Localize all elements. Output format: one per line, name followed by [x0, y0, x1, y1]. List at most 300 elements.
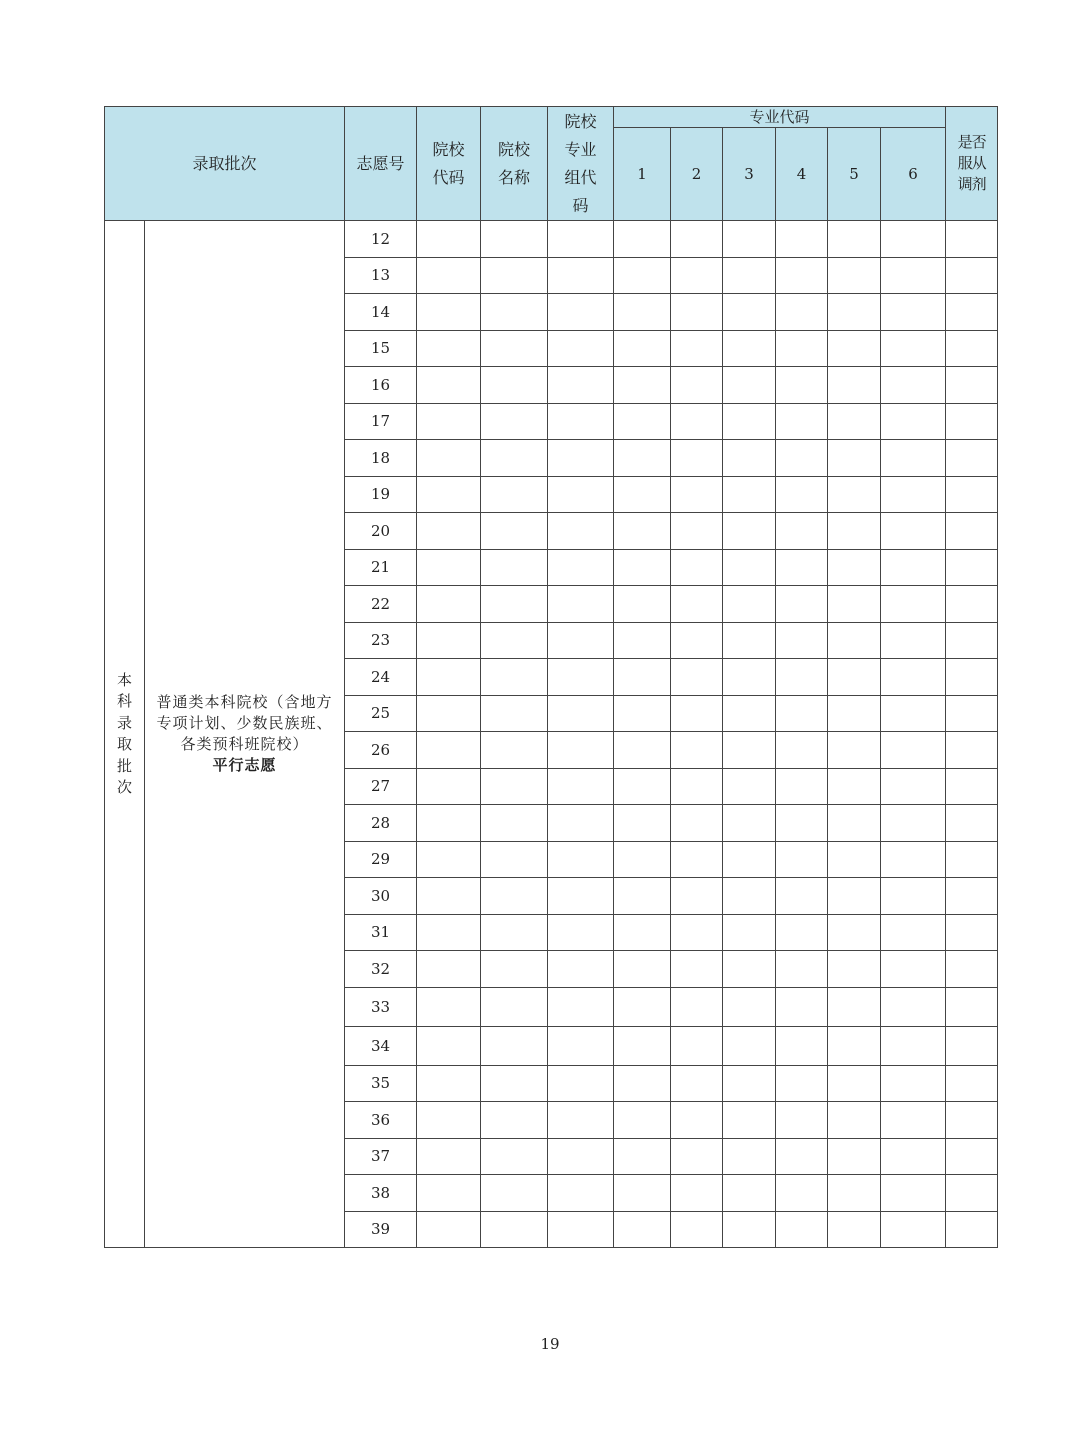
major-code-2-cell[interactable] — [671, 914, 723, 951]
school-name-cell[interactable] — [481, 1211, 548, 1248]
major-code-4-cell[interactable] — [776, 951, 828, 988]
adjust-cell[interactable] — [946, 549, 998, 586]
major-code-3-cell[interactable] — [723, 1102, 776, 1139]
major-code-3-cell[interactable] — [723, 878, 776, 915]
major-code-1-cell[interactable] — [614, 330, 671, 367]
major-code-4-cell[interactable] — [776, 987, 828, 1026]
major-code-2-cell[interactable] — [671, 1138, 723, 1175]
school-code-cell[interactable] — [417, 951, 481, 988]
group-code-cell[interactable] — [548, 513, 614, 550]
major-code-2-cell[interactable] — [671, 513, 723, 550]
school-name-cell[interactable] — [481, 440, 548, 477]
adjust-cell[interactable] — [946, 805, 998, 842]
school-code-cell[interactable] — [417, 695, 481, 732]
school-name-cell[interactable] — [481, 659, 548, 696]
adjust-cell[interactable] — [946, 367, 998, 404]
major-code-2-cell[interactable] — [671, 878, 723, 915]
major-code-1-cell[interactable] — [614, 549, 671, 586]
major-code-3-cell[interactable] — [723, 1138, 776, 1175]
major-code-1-cell[interactable] — [614, 1175, 671, 1212]
major-code-3-cell[interactable] — [723, 695, 776, 732]
major-code-5-cell[interactable] — [828, 841, 881, 878]
major-code-2-cell[interactable] — [671, 1026, 723, 1065]
major-code-4-cell[interactable] — [776, 622, 828, 659]
choice-number: 19 — [345, 476, 417, 513]
school-name-cell[interactable] — [481, 1102, 548, 1139]
school-name-cell[interactable] — [481, 1026, 548, 1065]
header-major-slot: 5 — [828, 128, 881, 221]
choice-number: 23 — [345, 622, 417, 659]
school-code-cell[interactable] — [417, 1065, 481, 1102]
school-code-cell[interactable] — [417, 549, 481, 586]
header-group-code-line: 组代 — [564, 167, 597, 187]
group-code-cell[interactable] — [548, 878, 614, 915]
major-code-3-cell[interactable] — [723, 732, 776, 769]
major-code-5-cell[interactable] — [828, 622, 881, 659]
major-code-5-cell[interactable] — [828, 476, 881, 513]
major-code-1-cell[interactable] — [614, 841, 671, 878]
major-code-2-cell[interactable] — [671, 659, 723, 696]
major-code-1-cell[interactable] — [614, 695, 671, 732]
school-code-cell[interactable] — [417, 294, 481, 331]
group-code-cell[interactable] — [548, 768, 614, 805]
group-code-cell[interactable] — [548, 805, 614, 842]
school-code-cell[interactable] — [417, 987, 481, 1026]
school-name-cell[interactable] — [481, 403, 548, 440]
school-code-cell[interactable] — [417, 586, 481, 623]
adjust-cell[interactable] — [946, 732, 998, 769]
major-code-1-cell[interactable] — [614, 513, 671, 550]
school-code-cell[interactable] — [417, 732, 481, 769]
adjust-cell[interactable] — [946, 1211, 998, 1248]
adjust-cell[interactable] — [946, 1102, 998, 1139]
adjust-cell[interactable] — [946, 987, 998, 1026]
major-code-1-cell[interactable] — [614, 586, 671, 623]
major-code-2-cell[interactable] — [671, 841, 723, 878]
choice-number: 18 — [345, 440, 417, 477]
major-code-4-cell[interactable] — [776, 221, 828, 258]
major-code-1-cell[interactable] — [614, 367, 671, 404]
school-name-cell[interactable] — [481, 1175, 548, 1212]
major-code-3-cell[interactable] — [723, 622, 776, 659]
adjust-cell[interactable] — [946, 294, 998, 331]
school-name-cell[interactable] — [481, 1138, 548, 1175]
major-code-1-cell[interactable] — [614, 732, 671, 769]
major-code-6-cell[interactable] — [881, 951, 946, 988]
major-code-5-cell[interactable] — [828, 330, 881, 367]
adjust-cell[interactable] — [946, 221, 998, 258]
major-code-4-cell[interactable] — [776, 1026, 828, 1065]
major-code-4-cell[interactable] — [776, 549, 828, 586]
major-code-1-cell[interactable] — [614, 951, 671, 988]
group-code-cell[interactable] — [548, 440, 614, 477]
major-code-1-cell[interactable] — [614, 476, 671, 513]
adjust-cell[interactable] — [946, 440, 998, 477]
major-code-4-cell[interactable] — [776, 914, 828, 951]
major-code-4-cell[interactable] — [776, 695, 828, 732]
batch-name-char: 次 — [116, 778, 132, 796]
school-code-cell[interactable] — [417, 1102, 481, 1139]
school-code-cell[interactable] — [417, 257, 481, 294]
group-code-cell[interactable] — [548, 294, 614, 331]
school-code-cell[interactable] — [417, 403, 481, 440]
major-code-6-cell[interactable] — [881, 221, 946, 258]
major-code-6-cell[interactable] — [881, 403, 946, 440]
major-code-1-cell[interactable] — [614, 257, 671, 294]
major-code-6-cell[interactable] — [881, 1211, 946, 1248]
major-code-2-cell[interactable] — [671, 622, 723, 659]
choice-number: 35 — [345, 1065, 417, 1102]
adjust-cell[interactable] — [946, 622, 998, 659]
major-code-5-cell[interactable] — [828, 440, 881, 477]
major-code-2-cell[interactable] — [671, 476, 723, 513]
group-code-cell[interactable] — [548, 221, 614, 258]
major-code-2-cell[interactable] — [671, 768, 723, 805]
major-code-2-cell[interactable] — [671, 951, 723, 988]
major-code-2-cell[interactable] — [671, 440, 723, 477]
major-code-2-cell[interactable] — [671, 987, 723, 1026]
school-name-cell[interactable] — [481, 330, 548, 367]
major-code-2-cell[interactable] — [671, 367, 723, 404]
group-code-cell[interactable] — [548, 659, 614, 696]
major-code-6-cell[interactable] — [881, 1026, 946, 1065]
major-code-2-cell[interactable] — [671, 695, 723, 732]
major-code-1-cell[interactable] — [614, 294, 671, 331]
major-code-1-cell[interactable] — [614, 805, 671, 842]
adjust-cell[interactable] — [946, 951, 998, 988]
choice-number: 36 — [345, 1102, 417, 1139]
adjust-cell[interactable] — [946, 1065, 998, 1102]
school-code-cell[interactable] — [417, 1211, 481, 1248]
major-code-5-cell[interactable] — [828, 1065, 881, 1102]
major-code-6-cell[interactable] — [881, 732, 946, 769]
school-name-cell[interactable] — [481, 476, 548, 513]
school-name-cell[interactable] — [481, 622, 548, 659]
group-code-cell[interactable] — [548, 403, 614, 440]
school-name-cell[interactable] — [481, 914, 548, 951]
group-code-cell[interactable] — [548, 622, 614, 659]
choice-number: 26 — [345, 732, 417, 769]
adjust-cell[interactable] — [946, 1175, 998, 1212]
major-code-3-cell[interactable] — [723, 1026, 776, 1065]
major-code-6-cell[interactable] — [881, 805, 946, 842]
school-name-cell[interactable] — [481, 805, 548, 842]
school-code-cell[interactable] — [417, 622, 481, 659]
batch-name-char: 科 — [116, 692, 132, 710]
major-code-2-cell[interactable] — [671, 330, 723, 367]
major-code-6-cell[interactable] — [881, 768, 946, 805]
major-code-3-cell[interactable] — [723, 987, 776, 1026]
major-code-5-cell[interactable] — [828, 732, 881, 769]
major-code-3-cell[interactable] — [723, 294, 776, 331]
major-code-3-cell[interactable] — [723, 1175, 776, 1212]
major-code-4-cell[interactable] — [776, 1175, 828, 1212]
major-code-5-cell[interactable] — [828, 367, 881, 404]
major-code-6-cell[interactable] — [881, 878, 946, 915]
major-code-4-cell[interactable] — [776, 403, 828, 440]
choice-number: 22 — [345, 586, 417, 623]
major-code-6-cell[interactable] — [881, 695, 946, 732]
major-code-3-cell[interactable] — [723, 914, 776, 951]
table-body — [105, 221, 998, 1248]
adjust-cell[interactable] — [946, 768, 998, 805]
major-code-2-cell[interactable] — [671, 221, 723, 258]
school-name-cell[interactable] — [481, 257, 548, 294]
group-code-cell[interactable] — [548, 1138, 614, 1175]
group-code-cell[interactable] — [548, 330, 614, 367]
major-code-4-cell[interactable] — [776, 330, 828, 367]
school-code-cell[interactable] — [417, 841, 481, 878]
group-code-cell[interactable] — [548, 914, 614, 951]
group-code-cell[interactable] — [548, 951, 614, 988]
group-code-cell[interactable] — [548, 586, 614, 623]
school-name-cell[interactable] — [481, 878, 548, 915]
school-name-cell[interactable] — [481, 951, 548, 988]
major-code-4-cell[interactable] — [776, 440, 828, 477]
major-code-6-cell[interactable] — [881, 1065, 946, 1102]
major-code-6-cell[interactable] — [881, 1175, 946, 1212]
major-code-5-cell[interactable] — [828, 987, 881, 1026]
adjust-cell[interactable] — [946, 330, 998, 367]
major-code-4-cell[interactable] — [776, 1211, 828, 1248]
major-code-5-cell[interactable] — [828, 1026, 881, 1065]
major-code-1-cell[interactable] — [614, 440, 671, 477]
major-code-4-cell[interactable] — [776, 1138, 828, 1175]
school-name-cell[interactable] — [481, 1065, 548, 1102]
major-code-3-cell[interactable] — [723, 1065, 776, 1102]
adjust-cell[interactable] — [946, 659, 998, 696]
major-code-6-cell[interactable] — [881, 367, 946, 404]
major-code-3-cell[interactable] — [723, 768, 776, 805]
major-code-5-cell[interactable] — [828, 1211, 881, 1248]
major-code-6-cell[interactable] — [881, 586, 946, 623]
major-code-5-cell[interactable] — [828, 768, 881, 805]
major-code-5-cell[interactable] — [828, 1138, 881, 1175]
major-code-3-cell[interactable] — [723, 367, 776, 404]
adjust-cell[interactable] — [946, 476, 998, 513]
header-adjust — [946, 107, 998, 221]
major-code-2-cell[interactable] — [671, 1065, 723, 1102]
major-code-1-cell[interactable] — [614, 1065, 671, 1102]
major-code-3-cell[interactable] — [723, 951, 776, 988]
school-name-cell[interactable] — [481, 221, 548, 258]
major-code-5-cell[interactable] — [828, 513, 881, 550]
school-name-cell[interactable] — [481, 367, 548, 404]
major-code-3-cell[interactable] — [723, 586, 776, 623]
major-code-4-cell[interactable] — [776, 476, 828, 513]
major-code-5-cell[interactable] — [828, 294, 881, 331]
major-code-5-cell[interactable] — [828, 951, 881, 988]
major-code-5-cell[interactable] — [828, 659, 881, 696]
school-name-cell[interactable] — [481, 549, 548, 586]
choice-number: 16 — [345, 367, 417, 404]
school-code-cell[interactable] — [417, 768, 481, 805]
school-name-cell[interactable] — [481, 768, 548, 805]
school-code-cell[interactable] — [417, 367, 481, 404]
major-code-3-cell[interactable] — [723, 440, 776, 477]
school-name-cell[interactable] — [481, 732, 548, 769]
batch-category-line: 专项计划、少数民族班、 — [156, 714, 333, 732]
group-code-cell[interactable] — [548, 549, 614, 586]
major-code-3-cell[interactable] — [723, 549, 776, 586]
group-code-cell[interactable] — [548, 1026, 614, 1065]
major-code-4-cell[interactable] — [776, 878, 828, 915]
major-code-2-cell[interactable] — [671, 549, 723, 586]
school-name-cell[interactable] — [481, 841, 548, 878]
school-code-cell[interactable] — [417, 1175, 481, 1212]
group-code-cell[interactable] — [548, 1102, 614, 1139]
school-code-cell[interactable] — [417, 330, 481, 367]
major-code-6-cell[interactable] — [881, 841, 946, 878]
major-code-1-cell[interactable] — [614, 1026, 671, 1065]
major-code-5-cell[interactable] — [828, 805, 881, 842]
school-code-cell[interactable] — [417, 659, 481, 696]
adjust-cell[interactable] — [946, 1138, 998, 1175]
school-name-cell[interactable] — [481, 513, 548, 550]
school-name-cell[interactable] — [481, 695, 548, 732]
major-code-3-cell[interactable] — [723, 805, 776, 842]
major-code-6-cell[interactable] — [881, 914, 946, 951]
major-code-4-cell[interactable] — [776, 257, 828, 294]
major-code-6-cell[interactable] — [881, 330, 946, 367]
choice-number: 28 — [345, 805, 417, 842]
major-code-2-cell[interactable] — [671, 294, 723, 331]
major-code-3-cell[interactable] — [723, 221, 776, 258]
major-code-3-cell[interactable] — [723, 659, 776, 696]
group-code-cell[interactable] — [548, 367, 614, 404]
major-code-4-cell[interactable] — [776, 768, 828, 805]
choice-number: 31 — [345, 914, 417, 951]
adjust-cell[interactable] — [946, 878, 998, 915]
group-code-cell[interactable] — [548, 476, 614, 513]
major-code-1-cell[interactable] — [614, 403, 671, 440]
school-code-cell[interactable] — [417, 1026, 481, 1065]
major-code-6-cell[interactable] — [881, 1102, 946, 1139]
major-code-1-cell[interactable] — [614, 622, 671, 659]
header-school-code — [417, 107, 481, 221]
group-code-cell[interactable] — [548, 1211, 614, 1248]
major-code-3-cell[interactable] — [723, 330, 776, 367]
choice-number: 25 — [345, 695, 417, 732]
major-code-6-cell[interactable] — [881, 476, 946, 513]
adjust-cell[interactable] — [946, 841, 998, 878]
major-code-2-cell[interactable] — [671, 257, 723, 294]
school-code-cell[interactable] — [417, 914, 481, 951]
major-code-5-cell[interactable] — [828, 221, 881, 258]
major-code-4-cell[interactable] — [776, 367, 828, 404]
major-code-6-cell[interactable] — [881, 622, 946, 659]
group-code-cell[interactable] — [548, 1065, 614, 1102]
school-code-cell[interactable] — [417, 440, 481, 477]
group-code-cell[interactable] — [548, 1175, 614, 1212]
major-code-1-cell[interactable] — [614, 1138, 671, 1175]
major-code-2-cell[interactable] — [671, 1211, 723, 1248]
major-code-6-cell[interactable] — [881, 987, 946, 1026]
school-name-cell[interactable] — [481, 987, 548, 1026]
major-code-5-cell[interactable] — [828, 549, 881, 586]
group-code-cell[interactable] — [548, 695, 614, 732]
adjust-cell[interactable] — [946, 695, 998, 732]
school-code-cell[interactable] — [417, 221, 481, 258]
adjust-cell[interactable] — [946, 1026, 998, 1065]
adjust-cell[interactable] — [946, 513, 998, 550]
major-code-3-cell[interactable] — [723, 1211, 776, 1248]
group-code-cell[interactable] — [548, 257, 614, 294]
school-code-cell[interactable] — [417, 476, 481, 513]
major-code-1-cell[interactable] — [614, 914, 671, 951]
major-code-4-cell[interactable] — [776, 586, 828, 623]
major-code-4-cell[interactable] — [776, 1065, 828, 1102]
major-code-1-cell[interactable] — [614, 878, 671, 915]
major-code-2-cell[interactable] — [671, 732, 723, 769]
major-code-2-cell[interactable] — [671, 1102, 723, 1139]
major-code-5-cell[interactable] — [828, 1102, 881, 1139]
group-code-cell[interactable] — [548, 732, 614, 769]
major-code-5-cell[interactable] — [828, 695, 881, 732]
school-name-cell[interactable] — [481, 586, 548, 623]
major-code-4-cell[interactable] — [776, 841, 828, 878]
batch-name-char: 取 — [116, 735, 132, 753]
school-code-cell[interactable] — [417, 513, 481, 550]
major-code-5-cell[interactable] — [828, 403, 881, 440]
adjust-cell[interactable] — [946, 914, 998, 951]
adjust-cell[interactable] — [946, 586, 998, 623]
major-code-6-cell[interactable] — [881, 549, 946, 586]
major-code-2-cell[interactable] — [671, 586, 723, 623]
major-code-5-cell[interactable] — [828, 257, 881, 294]
major-code-6-cell[interactable] — [881, 257, 946, 294]
school-code-cell[interactable] — [417, 878, 481, 915]
group-code-cell[interactable] — [548, 987, 614, 1026]
major-code-1-cell[interactable] — [614, 1211, 671, 1248]
major-code-1-cell[interactable] — [614, 659, 671, 696]
major-code-2-cell[interactable] — [671, 1175, 723, 1212]
major-code-6-cell[interactable] — [881, 294, 946, 331]
adjust-cell[interactable] — [946, 403, 998, 440]
major-code-3-cell[interactable] — [723, 513, 776, 550]
major-code-2-cell[interactable] — [671, 805, 723, 842]
major-code-6-cell[interactable] — [881, 513, 946, 550]
major-code-6-cell[interactable] — [881, 1138, 946, 1175]
major-code-6-cell[interactable] — [881, 440, 946, 477]
major-code-2-cell[interactable] — [671, 403, 723, 440]
major-code-1-cell[interactable] — [614, 768, 671, 805]
major-code-4-cell[interactable] — [776, 659, 828, 696]
major-code-4-cell[interactable] — [776, 513, 828, 550]
major-code-5-cell[interactable] — [828, 914, 881, 951]
major-code-1-cell[interactable] — [614, 987, 671, 1026]
school-name-cell[interactable] — [481, 294, 548, 331]
major-code-4-cell[interactable] — [776, 1102, 828, 1139]
major-code-1-cell[interactable] — [614, 1102, 671, 1139]
major-code-1-cell[interactable] — [614, 221, 671, 258]
major-code-5-cell[interactable] — [828, 586, 881, 623]
major-code-3-cell[interactable] — [723, 257, 776, 294]
major-code-5-cell[interactable] — [828, 1175, 881, 1212]
major-code-3-cell[interactable] — [723, 841, 776, 878]
major-code-4-cell[interactable] — [776, 294, 828, 331]
group-code-cell[interactable] — [548, 841, 614, 878]
adjust-cell[interactable] — [946, 257, 998, 294]
major-code-3-cell[interactable] — [723, 403, 776, 440]
school-code-cell[interactable] — [417, 1138, 481, 1175]
school-code-cell[interactable] — [417, 805, 481, 842]
major-code-6-cell[interactable] — [881, 659, 946, 696]
major-code-5-cell[interactable] — [828, 878, 881, 915]
major-code-4-cell[interactable] — [776, 805, 828, 842]
major-code-3-cell[interactable] — [723, 476, 776, 513]
major-code-4-cell[interactable] — [776, 732, 828, 769]
